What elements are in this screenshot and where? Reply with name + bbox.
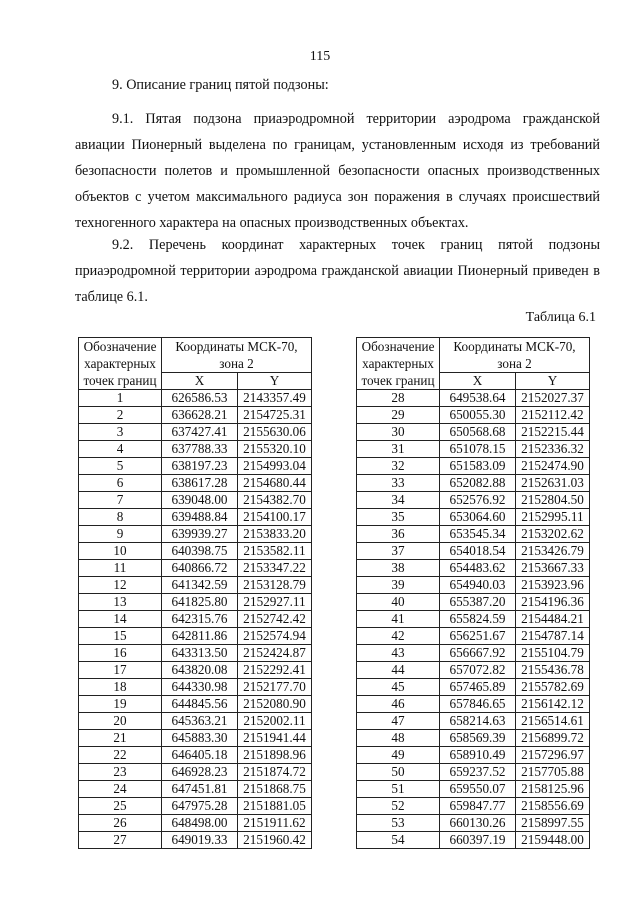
point-number-cell: 24 (79, 781, 162, 798)
point-number-cell: 12 (79, 577, 162, 594)
y-coordinate-cell: 2158997.55 (516, 815, 590, 832)
x-coordinate-cell: 655824.59 (440, 611, 516, 628)
point-number-cell: 48 (357, 730, 440, 747)
table-row (79, 594, 312, 611)
y-coordinate-cell: 2155104.79 (516, 645, 590, 662)
y-coordinate-cell: 2152177.70 (238, 679, 312, 696)
point-number-cell: 2 (79, 407, 162, 424)
y-coordinate-cell: 2153202.62 (516, 526, 590, 543)
y-coordinate-cell: 2152002.11 (238, 713, 312, 730)
y-coordinate-cell: 2154725.31 (238, 407, 312, 424)
header-coordinates: Координаты МСК-70, зона 2 (440, 338, 590, 373)
y-coordinate-cell: 2154787.14 (516, 628, 590, 645)
x-coordinate-cell: 658910.49 (440, 747, 516, 764)
x-coordinate-cell: 642315.76 (162, 611, 238, 628)
x-coordinate-cell: 639048.00 (162, 492, 238, 509)
y-coordinate-cell: 2152474.90 (516, 458, 590, 475)
header-point-name: Обозначение характерных точек границ (357, 338, 440, 390)
x-coordinate-cell: 642811.86 (162, 628, 238, 645)
y-coordinate-cell: 2157705.88 (516, 764, 590, 781)
x-coordinate-cell: 654483.62 (440, 560, 516, 577)
header-y: Y (516, 373, 590, 390)
point-number-cell: 6 (79, 475, 162, 492)
y-coordinate-cell: 2158125.96 (516, 781, 590, 798)
point-number-cell: 33 (357, 475, 440, 492)
y-coordinate-cell: 2153347.22 (238, 560, 312, 577)
point-number-cell: 26 (79, 815, 162, 832)
y-coordinate-cell: 2152742.42 (238, 611, 312, 628)
point-number-cell: 32 (357, 458, 440, 475)
point-number-cell: 28 (357, 390, 440, 407)
table-body-left (79, 390, 312, 849)
table-row (357, 815, 590, 832)
x-coordinate-cell: 637788.33 (162, 441, 238, 458)
y-coordinate-cell: 2152336.32 (516, 441, 590, 458)
table-row (79, 815, 312, 832)
table-row (357, 475, 590, 492)
x-coordinate-cell: 643820.08 (162, 662, 238, 679)
x-coordinate-cell: 640398.75 (162, 543, 238, 560)
table-row (357, 526, 590, 543)
table-row (79, 458, 312, 475)
y-coordinate-cell: 2154484.21 (516, 611, 590, 628)
y-coordinate-cell: 2154993.04 (238, 458, 312, 475)
y-coordinate-cell: 2159448.00 (516, 832, 590, 849)
y-coordinate-cell: 2154196.36 (516, 594, 590, 611)
point-number-cell: 10 (79, 543, 162, 560)
x-coordinate-cell: 659847.77 (440, 798, 516, 815)
x-coordinate-cell: 637427.41 (162, 424, 238, 441)
y-coordinate-cell: 2152112.42 (516, 407, 590, 424)
x-coordinate-cell: 645363.21 (162, 713, 238, 730)
x-coordinate-cell: 657465.89 (440, 679, 516, 696)
table-row (79, 577, 312, 594)
table-row (357, 730, 590, 747)
y-coordinate-cell: 2153128.79 (238, 577, 312, 594)
table-row (357, 509, 590, 526)
x-coordinate-cell: 641342.59 (162, 577, 238, 594)
point-number-cell: 14 (79, 611, 162, 628)
x-coordinate-cell: 652576.92 (440, 492, 516, 509)
x-coordinate-cell: 646405.18 (162, 747, 238, 764)
table-row (357, 662, 590, 679)
y-coordinate-cell: 2151881.05 (238, 798, 312, 815)
table-row (357, 628, 590, 645)
y-coordinate-cell: 2154100.17 (238, 509, 312, 526)
point-number-cell: 3 (79, 424, 162, 441)
x-coordinate-cell: 660130.26 (440, 815, 516, 832)
point-number-cell: 16 (79, 645, 162, 662)
y-coordinate-cell: 2152292.41 (238, 662, 312, 679)
y-coordinate-cell: 2152574.94 (238, 628, 312, 645)
point-number-cell: 7 (79, 492, 162, 509)
point-number-cell: 25 (79, 798, 162, 815)
table-row (79, 662, 312, 679)
header-x: X (440, 373, 516, 390)
y-coordinate-cell: 2153582.11 (238, 543, 312, 560)
y-coordinate-cell: 2151898.96 (238, 747, 312, 764)
point-number-cell: 47 (357, 713, 440, 730)
point-number-cell: 41 (357, 611, 440, 628)
table-row (79, 543, 312, 560)
y-coordinate-cell: 2156142.12 (516, 696, 590, 713)
x-coordinate-cell: 658569.39 (440, 730, 516, 747)
x-coordinate-cell: 650568.68 (440, 424, 516, 441)
table-row (79, 781, 312, 798)
table-row (79, 509, 312, 526)
y-coordinate-cell: 2152631.03 (516, 475, 590, 492)
point-number-cell: 35 (357, 509, 440, 526)
x-coordinate-cell: 644330.98 (162, 679, 238, 696)
x-coordinate-cell: 643313.50 (162, 645, 238, 662)
y-coordinate-cell: 2156514.61 (516, 713, 590, 730)
x-coordinate-cell: 641825.80 (162, 594, 238, 611)
y-coordinate-cell: 2154680.44 (238, 475, 312, 492)
y-coordinate-cell: 2152927.11 (238, 594, 312, 611)
table-row (79, 390, 312, 407)
x-coordinate-cell: 656667.92 (440, 645, 516, 662)
point-number-cell: 37 (357, 543, 440, 560)
coordinates-table-left (78, 337, 312, 849)
point-number-cell: 8 (79, 509, 162, 526)
point-number-cell: 4 (79, 441, 162, 458)
table-row (357, 764, 590, 781)
point-number-cell: 18 (79, 679, 162, 696)
x-coordinate-cell: 655387.20 (440, 594, 516, 611)
y-coordinate-cell: 2157296.97 (516, 747, 590, 764)
point-number-cell: 46 (357, 696, 440, 713)
x-coordinate-cell: 653064.60 (440, 509, 516, 526)
point-number-cell: 20 (79, 713, 162, 730)
point-number-cell: 36 (357, 526, 440, 543)
point-number-cell: 1 (79, 390, 162, 407)
table-row (357, 798, 590, 815)
y-coordinate-cell: 2152424.87 (238, 645, 312, 662)
table-row (357, 458, 590, 475)
point-number-cell: 45 (357, 679, 440, 696)
header-point-name: Обозначение характерных точек границ (79, 338, 162, 390)
table-row (79, 832, 312, 849)
point-number-cell: 39 (357, 577, 440, 594)
table-label: Таблица 6.1 (525, 310, 596, 325)
table-row (79, 628, 312, 645)
table-row (357, 747, 590, 764)
point-number-cell: 19 (79, 696, 162, 713)
table-row (357, 492, 590, 509)
table-row (79, 441, 312, 458)
x-coordinate-cell: 657846.65 (440, 696, 516, 713)
x-coordinate-cell: 652082.88 (440, 475, 516, 492)
y-coordinate-cell: 2155436.78 (516, 662, 590, 679)
point-number-cell: 13 (79, 594, 162, 611)
point-number-cell: 54 (357, 832, 440, 849)
x-coordinate-cell: 649538.64 (440, 390, 516, 407)
table-row (79, 407, 312, 424)
y-coordinate-cell: 2151874.72 (238, 764, 312, 781)
table-row (357, 696, 590, 713)
table-row (357, 781, 590, 798)
y-coordinate-cell: 2158556.69 (516, 798, 590, 815)
table-row (357, 713, 590, 730)
table-row (79, 730, 312, 747)
point-number-cell: 40 (357, 594, 440, 611)
point-number-cell: 29 (357, 407, 440, 424)
x-coordinate-cell: 644845.56 (162, 696, 238, 713)
x-coordinate-cell: 657072.82 (440, 662, 516, 679)
x-coordinate-cell: 639939.27 (162, 526, 238, 543)
table-row (79, 611, 312, 628)
x-coordinate-cell: 653545.34 (440, 526, 516, 543)
table-row (79, 696, 312, 713)
table-row (357, 832, 590, 849)
x-coordinate-cell: 651583.09 (440, 458, 516, 475)
point-number-cell: 5 (79, 458, 162, 475)
point-number-cell: 34 (357, 492, 440, 509)
point-number-cell: 27 (79, 832, 162, 849)
section-heading: 9. Описание границ пятой подзоны: (112, 77, 329, 93)
x-coordinate-cell: 654018.54 (440, 543, 516, 560)
table-row (357, 441, 590, 458)
table-row (79, 492, 312, 509)
x-coordinate-cell: 651078.15 (440, 441, 516, 458)
x-coordinate-cell: 648498.00 (162, 815, 238, 832)
table-row (357, 390, 590, 407)
x-coordinate-cell: 656251.67 (440, 628, 516, 645)
y-coordinate-cell: 2152995.11 (516, 509, 590, 526)
y-coordinate-cell: 2152027.37 (516, 390, 590, 407)
point-number-cell: 15 (79, 628, 162, 645)
header-y: Y (238, 373, 312, 390)
point-number-cell: 30 (357, 424, 440, 441)
x-coordinate-cell: 660397.19 (440, 832, 516, 849)
table-row (357, 407, 590, 424)
y-coordinate-cell: 2152804.50 (516, 492, 590, 509)
table-row (79, 560, 312, 577)
x-coordinate-cell: 659550.07 (440, 781, 516, 798)
table-row (357, 594, 590, 611)
table-body-right (357, 390, 590, 849)
x-coordinate-cell: 659237.52 (440, 764, 516, 781)
point-number-cell: 17 (79, 662, 162, 679)
x-coordinate-cell: 654940.03 (440, 577, 516, 594)
x-coordinate-cell: 650055.30 (440, 407, 516, 424)
x-coordinate-cell: 636628.21 (162, 407, 238, 424)
x-coordinate-cell: 639488.84 (162, 509, 238, 526)
x-coordinate-cell: 638617.28 (162, 475, 238, 492)
page-number: 115 (309, 49, 331, 64)
table-row (357, 424, 590, 441)
point-number-cell: 50 (357, 764, 440, 781)
table-row (357, 560, 590, 577)
point-number-cell: 22 (79, 747, 162, 764)
table-row (79, 526, 312, 543)
table-row (79, 645, 312, 662)
y-coordinate-cell: 2154382.70 (238, 492, 312, 509)
point-number-cell: 44 (357, 662, 440, 679)
y-coordinate-cell: 2156899.72 (516, 730, 590, 747)
table-row (79, 747, 312, 764)
y-coordinate-cell: 2153923.96 (516, 577, 590, 594)
y-coordinate-cell: 2153667.33 (516, 560, 590, 577)
table-row (357, 645, 590, 662)
table-row (357, 679, 590, 696)
y-coordinate-cell: 2151941.44 (238, 730, 312, 747)
x-coordinate-cell: 647975.28 (162, 798, 238, 815)
table-row (79, 798, 312, 815)
table-row (79, 713, 312, 730)
point-number-cell: 23 (79, 764, 162, 781)
x-coordinate-cell: 640866.72 (162, 560, 238, 577)
x-coordinate-cell: 638197.23 (162, 458, 238, 475)
point-number-cell: 38 (357, 560, 440, 577)
x-coordinate-cell: 646928.23 (162, 764, 238, 781)
y-coordinate-cell: 2151960.42 (238, 832, 312, 849)
x-coordinate-cell: 658214.63 (440, 713, 516, 730)
y-coordinate-cell: 2151911.62 (238, 815, 312, 832)
x-coordinate-cell: 626586.53 (162, 390, 238, 407)
coordinates-table-right (356, 337, 590, 849)
point-number-cell: 9 (79, 526, 162, 543)
table-row (79, 764, 312, 781)
point-number-cell: 11 (79, 560, 162, 577)
y-coordinate-cell: 2151868.75 (238, 781, 312, 798)
y-coordinate-cell: 2152080.90 (238, 696, 312, 713)
point-number-cell: 43 (357, 645, 440, 662)
table-row (357, 611, 590, 628)
point-number-cell: 52 (357, 798, 440, 815)
point-number-cell: 42 (357, 628, 440, 645)
y-coordinate-cell: 2152215.44 (516, 424, 590, 441)
paragraph-9-1: 9.1. Пятая подзона приаэродромной территории аэродрома гражданской авиации Пионерный выделена по границам, установленным исходя из требований безопасности полетов и промышленной безопасности опасных производственных объектов с учетом максимального радиуса зон поражения в случаях происшествий техногенного характера на опасных производственных объектах. (75, 111, 600, 231)
table-row (79, 424, 312, 441)
y-coordinate-cell: 2155630.06 (238, 424, 312, 441)
y-coordinate-cell: 2155320.10 (238, 441, 312, 458)
paragraph-9-2: 9.2. Перечень координат характерных точек границ пятой подзоны приаэродромной территории аэродрома гражданской авиации Пионерный приведен в таблице 6.1. (75, 237, 600, 305)
header-coordinates: Координаты МСК-70, зона 2 (162, 338, 312, 373)
point-number-cell: 53 (357, 815, 440, 832)
table-row (79, 475, 312, 492)
x-coordinate-cell: 649019.33 (162, 832, 238, 849)
y-coordinate-cell: 2143357.49 (238, 390, 312, 407)
table-row (357, 543, 590, 560)
point-number-cell: 31 (357, 441, 440, 458)
table-row (79, 679, 312, 696)
x-coordinate-cell: 645883.30 (162, 730, 238, 747)
y-coordinate-cell: 2153833.20 (238, 526, 312, 543)
point-number-cell: 21 (79, 730, 162, 747)
table-row (357, 577, 590, 594)
y-coordinate-cell: 2153426.79 (516, 543, 590, 560)
y-coordinate-cell: 2155782.69 (516, 679, 590, 696)
point-number-cell: 51 (357, 781, 440, 798)
x-coordinate-cell: 647451.81 (162, 781, 238, 798)
header-x: X (162, 373, 238, 390)
point-number-cell: 49 (357, 747, 440, 764)
